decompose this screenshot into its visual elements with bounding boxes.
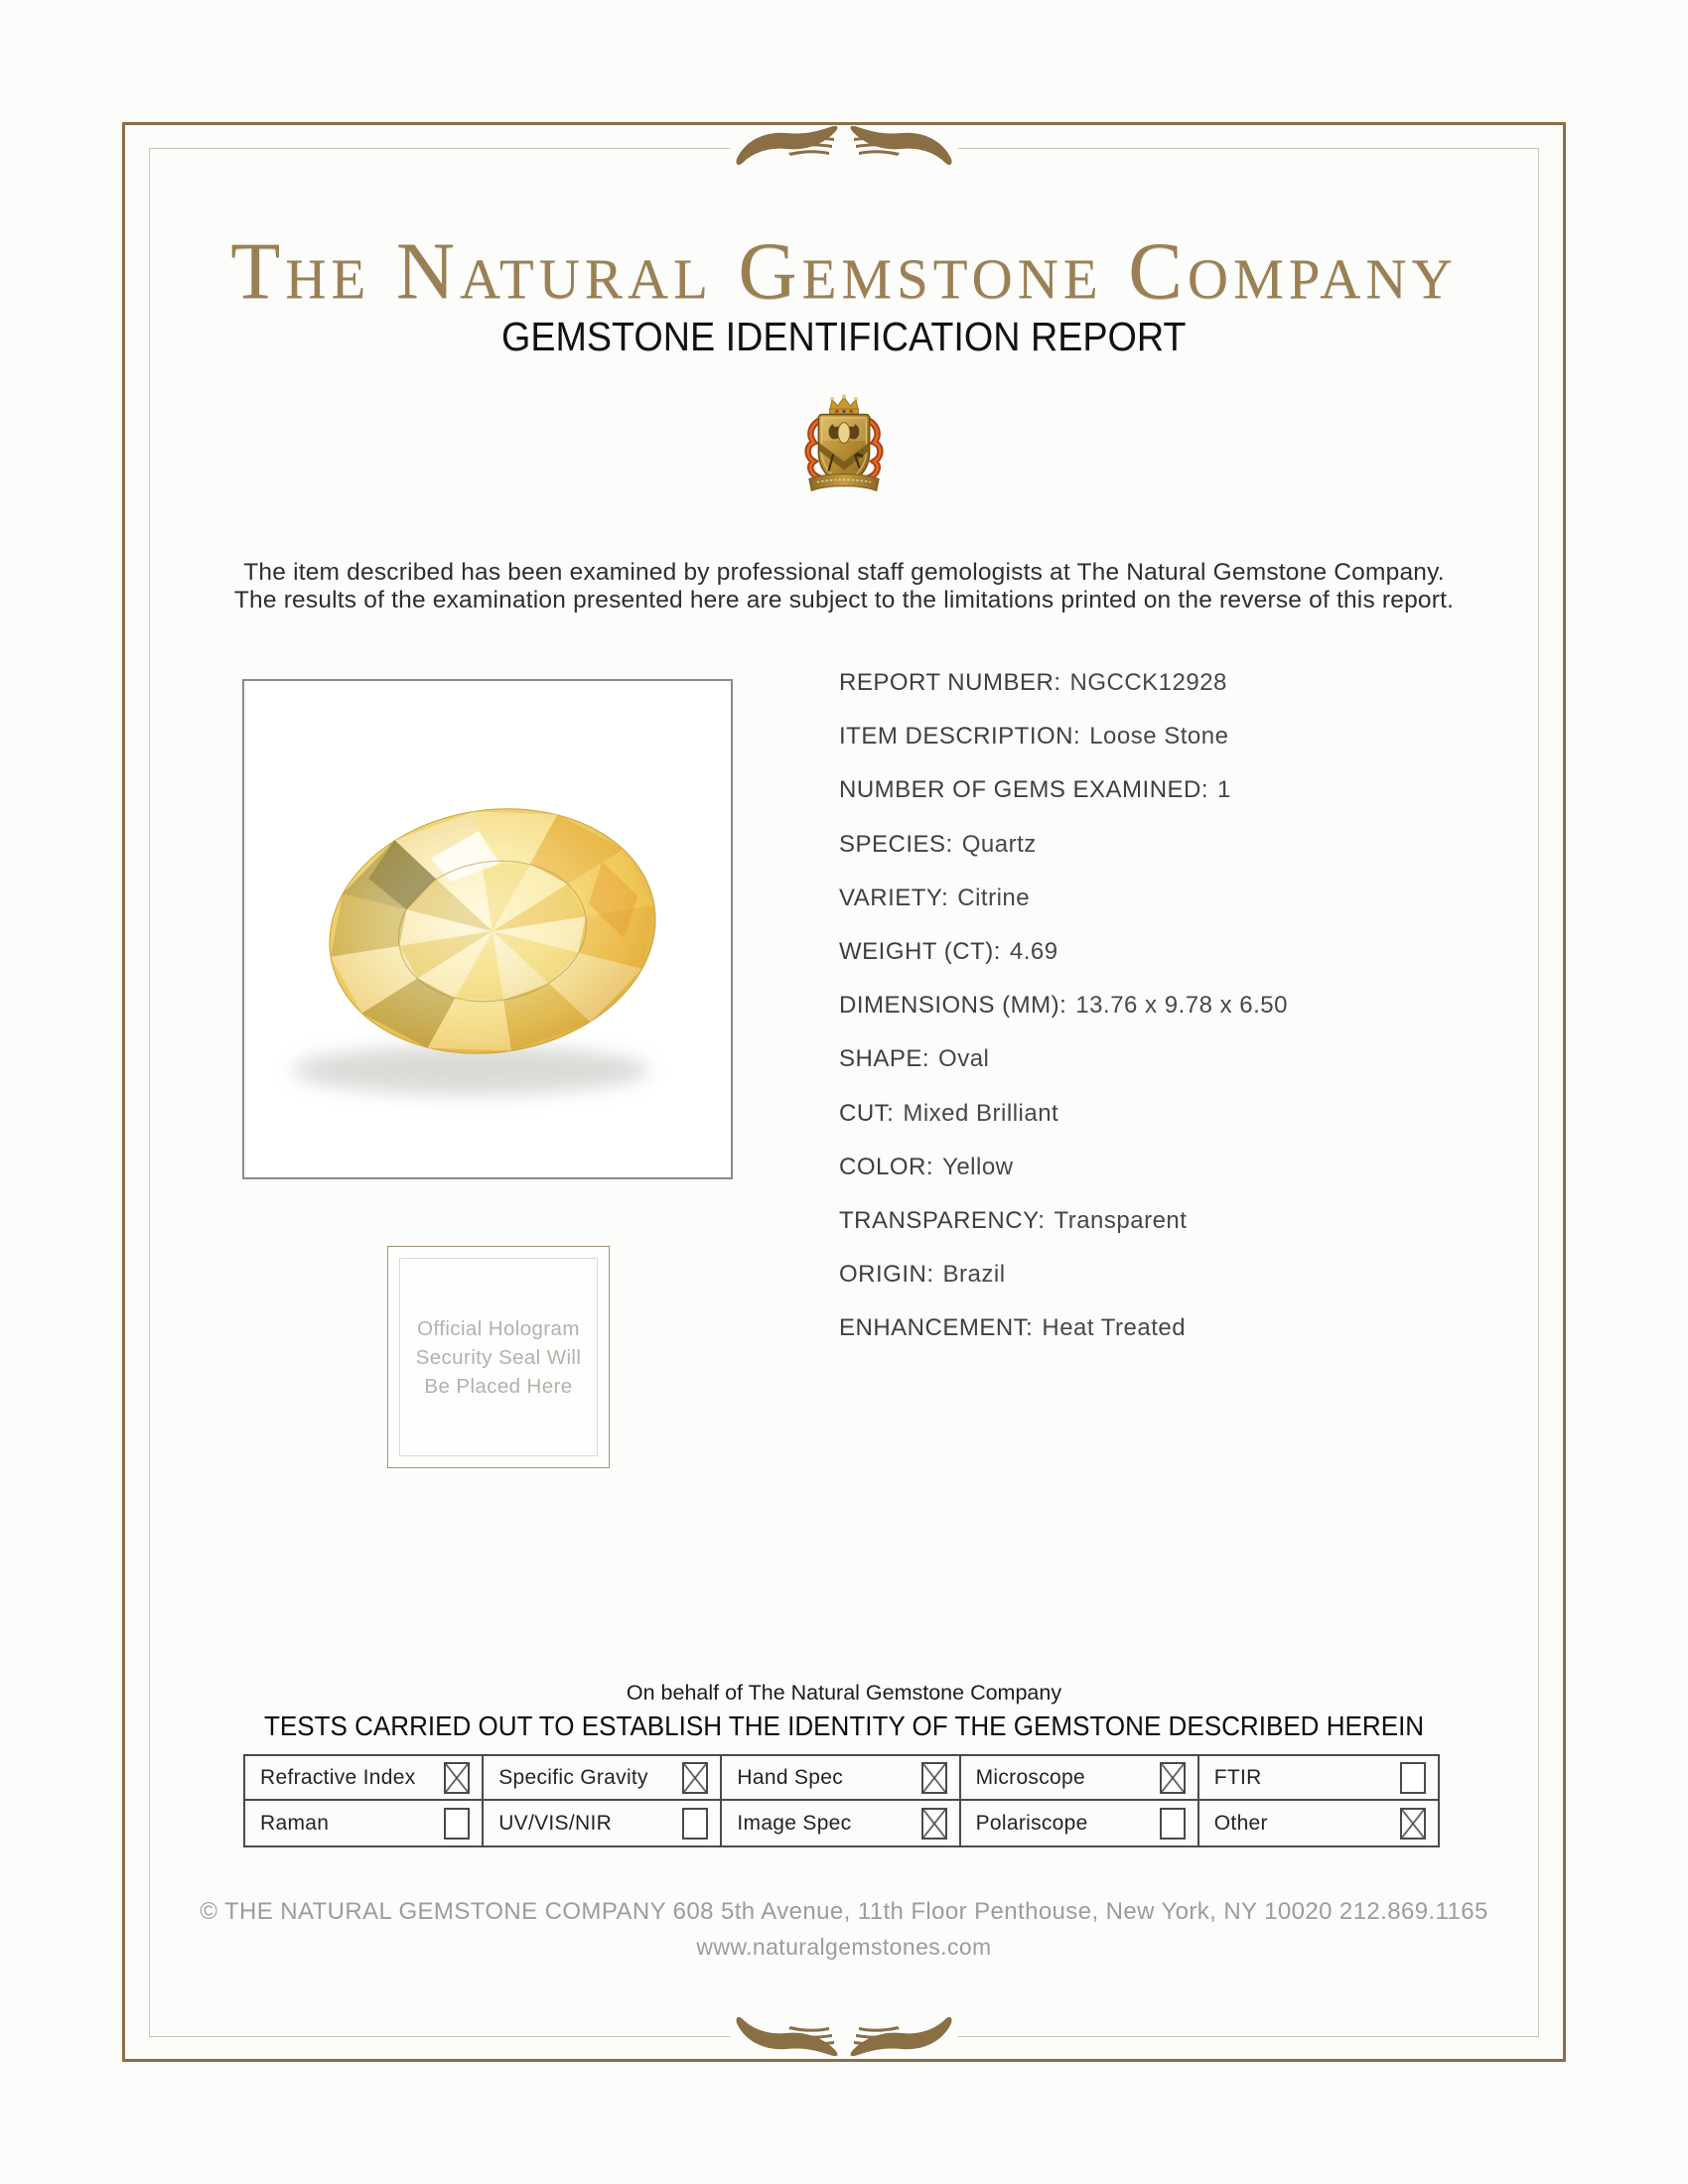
test-checkbox [682, 1762, 708, 1794]
test-cell-microscope: Microscope [961, 1756, 1199, 1801]
detail-species: SPECIES: Quartz [839, 830, 1037, 858]
test-cell-raman: Raman [245, 1801, 484, 1845]
tests-table [243, 1754, 1440, 1847]
footer-address: © THE NATURAL GEMSTONE COMPANY 608 5th Avenue, 11th Floor Penthouse, New York, NY 10020 212.869.1165 [200, 1898, 1488, 1925]
page-title: The Natural Gemstone Company [230, 225, 1458, 316]
test-cell-other: Other [1199, 1801, 1438, 1845]
company-crest-icon [0, 393, 1688, 496]
detail-color: COLOR: Yellow [839, 1153, 1014, 1180]
test-checkbox [444, 1808, 470, 1840]
report-subtitle: GEMSTONE IDENTIFICATION REPORT [501, 314, 1187, 359]
test-checkbox [1160, 1762, 1186, 1794]
flourish-ornament-bottom-icon [730, 2011, 958, 2057]
test-cell-ftir: FTIR [1199, 1756, 1438, 1801]
test-cell-uv-vis-nir: UV/VIS/NIR [484, 1801, 722, 1845]
detail-variety: VARIETY: Citrine [839, 884, 1031, 911]
detail-enhancement: ENHANCEMENT: Heat Treated [839, 1314, 1187, 1342]
test-checkbox [1160, 1808, 1186, 1840]
intro-line-1: The item described has been examined by professional staff gemologists at The Natural Gemstone Company. [243, 558, 1445, 586]
intro-paragraph [0, 559, 1688, 614]
hologram-inner-frame [399, 1258, 598, 1456]
tests-heading: TESTS CARRIED OUT TO ESTABLISH THE IDENTITY OF THE GEMSTONE DESCRIBED HEREIN [263, 1710, 1425, 1741]
on-behalf-text: On behalf of The Natural Gemstone Company [626, 1681, 1062, 1705]
test-checkbox [1400, 1762, 1426, 1794]
test-checkbox [682, 1808, 708, 1840]
hologram-placeholder-text: Official Hologram Security Seal Will Be Placed Here [415, 1316, 582, 1398]
detail-report-number: REPORT NUMBER: NGCCK12928 [839, 669, 1227, 696]
test-checkbox [1400, 1808, 1426, 1840]
detail-shape: SHAPE: Oval [839, 1045, 990, 1073]
test-cell-refractive-index: Refractive Index [245, 1756, 484, 1801]
detail-item-description: ITEM DESCRIPTION: Loose Stone [839, 723, 1229, 751]
detail-number-of-gems: NUMBER OF GEMS EXAMINED: 1 [839, 776, 1231, 804]
detail-origin: ORIGIN: Brazil [839, 1261, 1006, 1289]
report-details-list [839, 656, 1288, 1355]
hologram-seal-placeholder [387, 1246, 610, 1468]
test-checkbox [921, 1808, 947, 1840]
test-cell-image-spec: Image Spec [722, 1801, 960, 1845]
detail-dimensions: DIMENSIONS (MM): 13.76 x 9.78 x 6.50 [839, 992, 1288, 1020]
detail-weight: WEIGHT (CT): 4.69 [839, 937, 1058, 965]
test-cell-specific-gravity: Specific Gravity [484, 1756, 722, 1801]
test-checkbox [444, 1762, 470, 1794]
footer-website: www.naturalgemstones.com [696, 1934, 992, 1960]
intro-line-2: The results of the examination presented here are subject to the limitations printed on the reverse of this report. [233, 586, 1455, 614]
test-cell-polariscope: Polariscope [961, 1801, 1199, 1845]
flourish-ornament-top-icon [730, 125, 958, 171]
test-checkbox [921, 1762, 947, 1794]
detail-transparency: TRANSPARENCY: Transparent [839, 1206, 1188, 1234]
detail-cut: CUT: Mixed Brilliant [839, 1099, 1059, 1127]
gemstone-photo [242, 679, 733, 1179]
test-cell-hand-spec: Hand Spec [722, 1756, 960, 1801]
